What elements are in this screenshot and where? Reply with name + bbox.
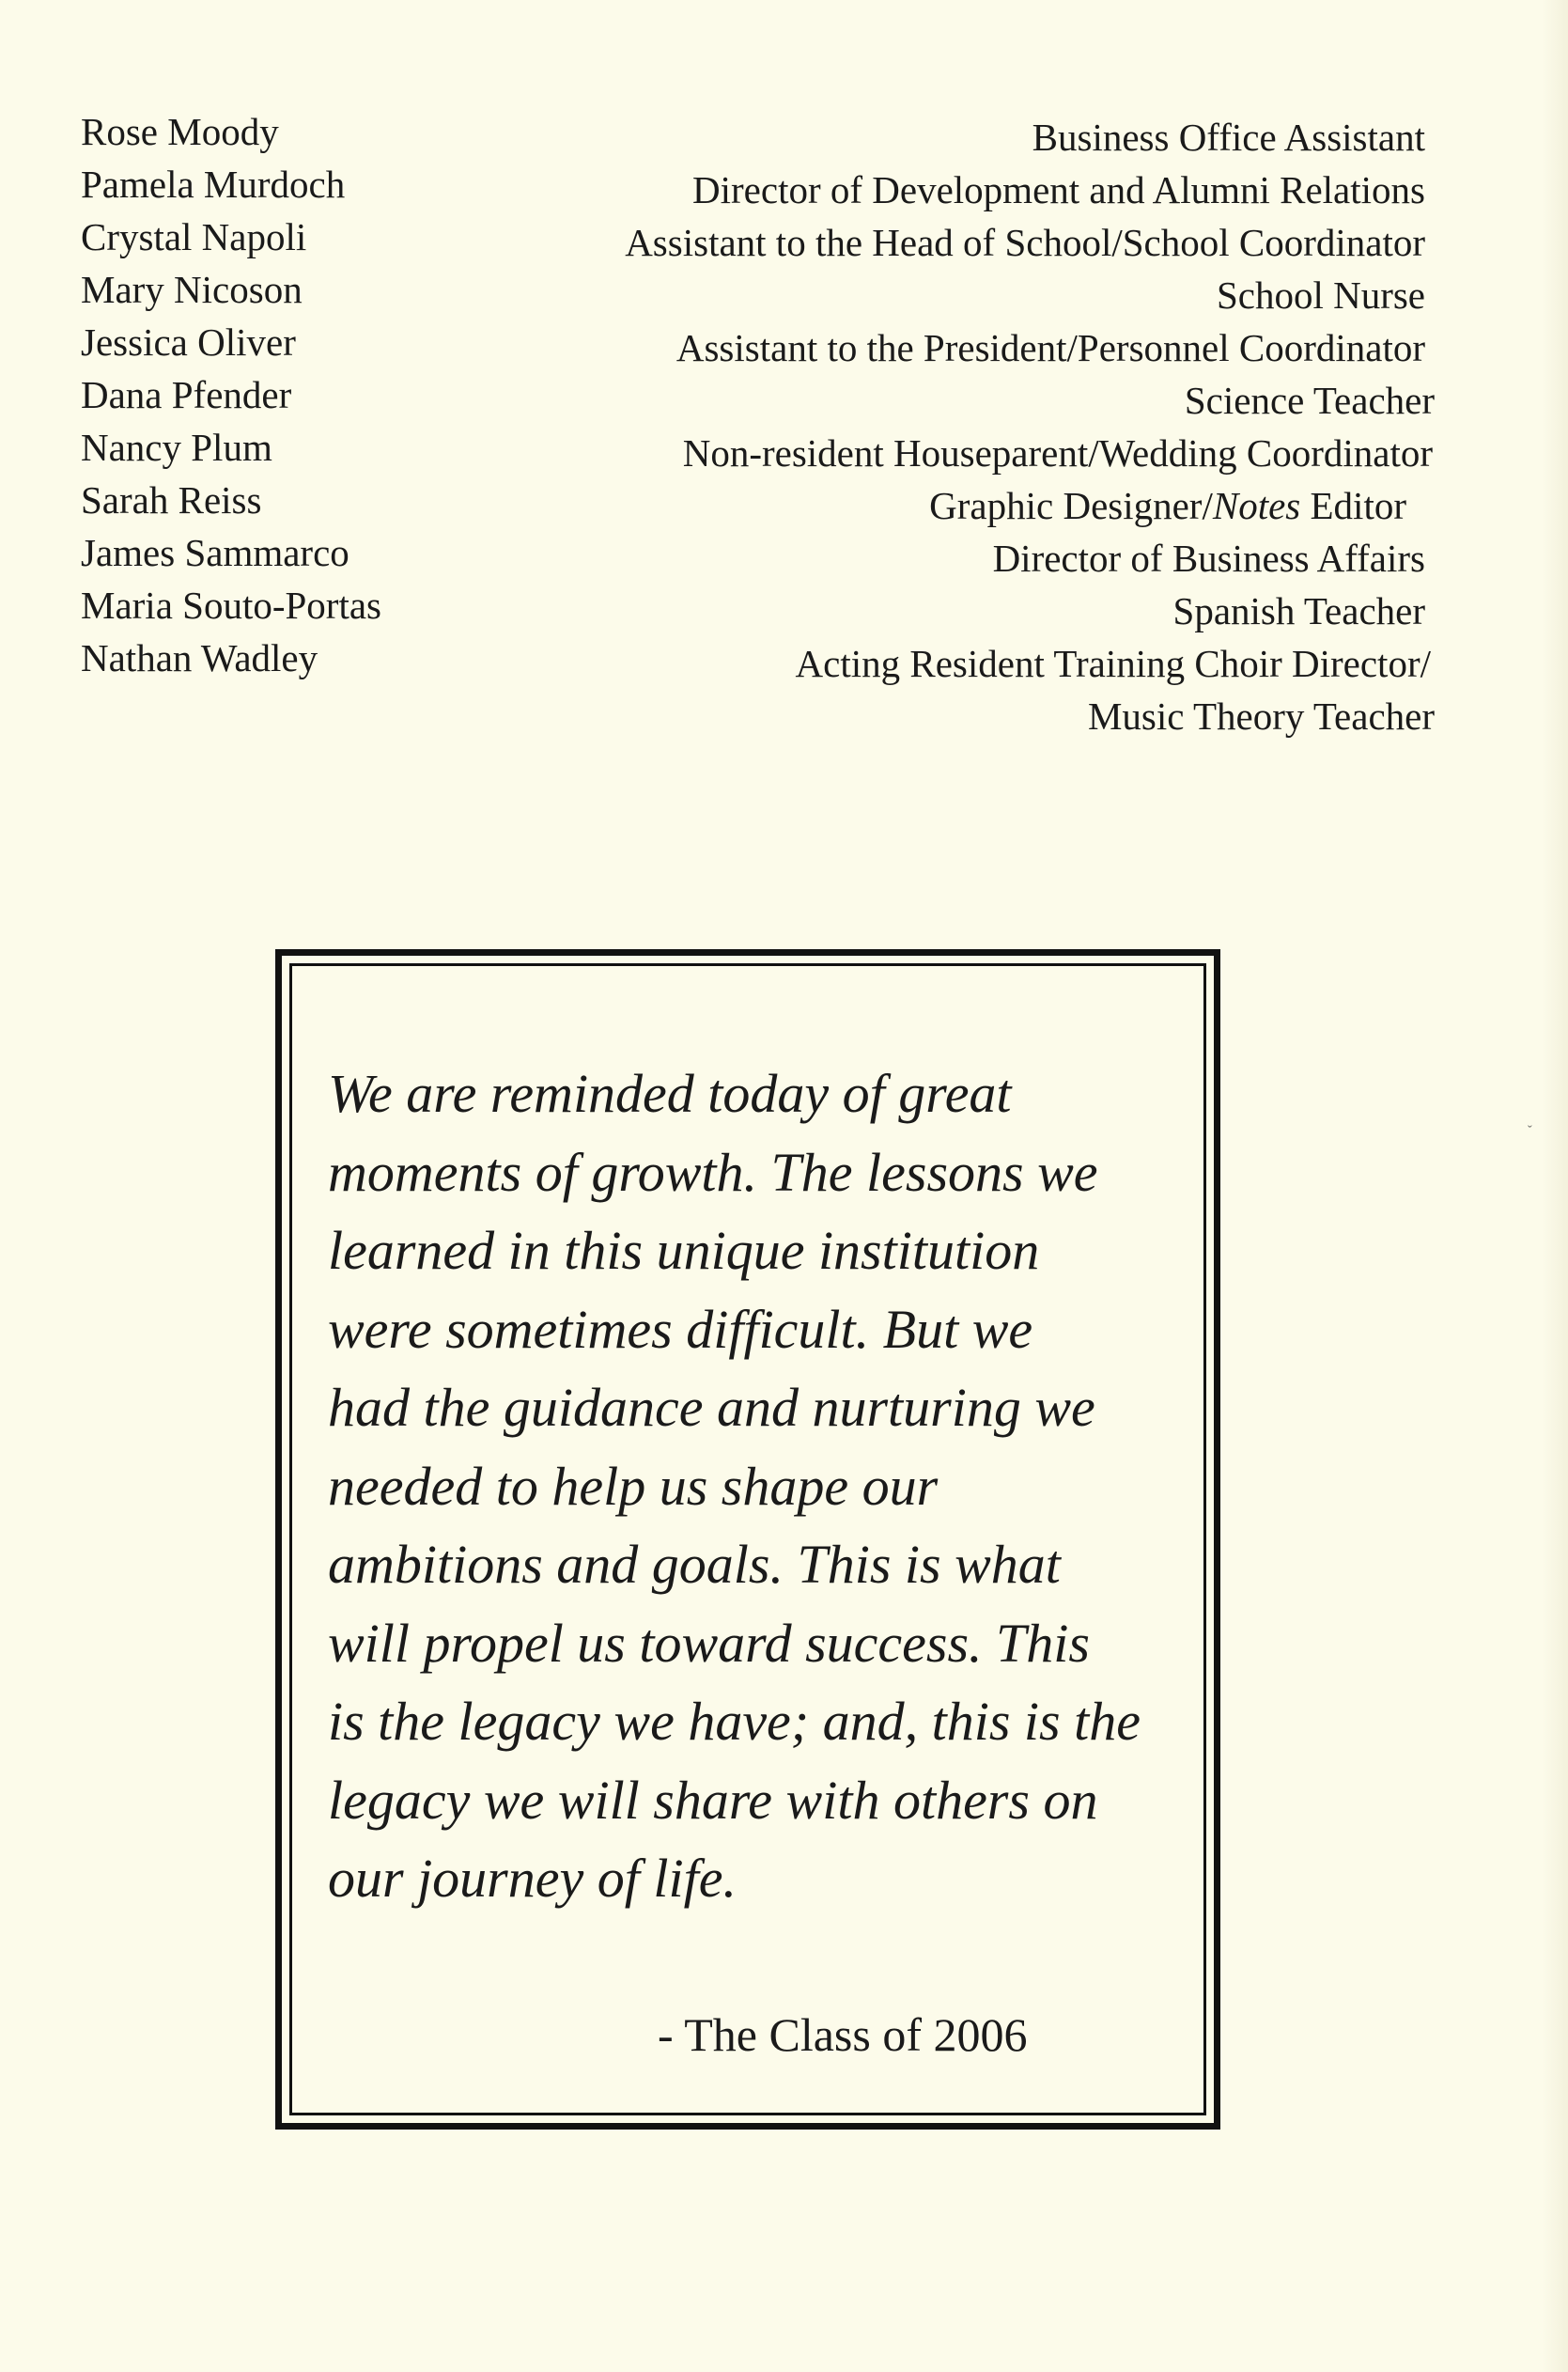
staff-row	[0, 105, 1568, 158]
staff-name: Nathan Wadley	[81, 636, 318, 679]
staff-list	[0, 105, 1568, 763]
quote-line: will propel us toward success. This	[328, 1612, 1090, 1674]
staff-title: Director of Business Affairs	[992, 537, 1425, 580]
staff-title: Non-resident Houseparent/Wedding Coordinator	[682, 431, 1433, 475]
staff-title: Science Teacher	[1184, 379, 1435, 422]
staff-row	[0, 263, 1568, 316]
staff-title-prefix: Graphic Designer/	[929, 484, 1213, 527]
quote-line: were sometimes difficult. But we	[328, 1298, 1033, 1360]
staff-title	[929, 479, 1406, 532]
staff-name: Maria Souto-Portas	[81, 584, 381, 627]
staff-name: Sarah Reiss	[81, 478, 262, 522]
quote-text	[328, 1054, 1202, 1918]
quote-line: moments of growth. The lessons we	[328, 1141, 1098, 1203]
staff-name: Rose Moody	[81, 110, 279, 153]
staff-name: Jessica Oliver	[81, 320, 296, 364]
quote-line: legacy we will share with others on	[328, 1769, 1098, 1831]
staff-row	[0, 158, 1568, 211]
staff-title: Director of Development and Alumni Relations	[692, 168, 1425, 211]
staff-title: Business Office Assistant	[1032, 116, 1425, 159]
quote-line: needed to help us shape our	[328, 1455, 939, 1517]
staff-row	[0, 421, 1568, 474]
staff-name: Pamela Murdoch	[81, 163, 346, 206]
staff-row	[0, 211, 1568, 263]
staff-name: Nancy Plum	[81, 426, 272, 469]
quote-line: is the legacy we have; and, this is the	[328, 1691, 1141, 1752]
staff-row	[0, 368, 1568, 421]
quote-line: our journey of life.	[328, 1848, 737, 1909]
staff-row	[0, 474, 1568, 526]
staff-row	[0, 316, 1568, 368]
staff-title-continuation: Music Theory Teacher	[1087, 694, 1435, 738]
quote-line: We are reminded today of great	[328, 1063, 1012, 1124]
quote-line: ambitions and goals. This is what	[328, 1534, 1061, 1595]
quote-line: learned in this unique institution	[328, 1220, 1040, 1281]
staff-row	[0, 632, 1568, 684]
staff-name: Crystal Napoli	[81, 215, 307, 258]
staff-title: Assistant to the President/Personnel Coordinator	[675, 326, 1425, 369]
margin-speck: ˇ	[1528, 1124, 1532, 1138]
staff-title-suffix: Editor	[1300, 484, 1406, 527]
staff-title: Assistant to the Head of School/School Coordinator	[625, 221, 1425, 264]
staff-name: Dana Pfender	[81, 373, 292, 416]
staff-row	[0, 526, 1568, 579]
staff-name: James Sammarco	[81, 531, 349, 574]
staff-row	[0, 684, 1568, 737]
staff-title: Acting Resident Training Choir Director/	[795, 642, 1431, 685]
staff-title: School Nurse	[1216, 273, 1425, 317]
staff-name: Mary Nicoson	[81, 268, 303, 311]
quote-signature: - The Class of 2006	[658, 2008, 1028, 2061]
quote-line: had the guidance and nurturing we	[328, 1377, 1095, 1438]
staff-title: Spanish Teacher	[1172, 589, 1425, 632]
staff-row	[0, 579, 1568, 632]
staff-title-italic: Notes	[1212, 484, 1301, 527]
